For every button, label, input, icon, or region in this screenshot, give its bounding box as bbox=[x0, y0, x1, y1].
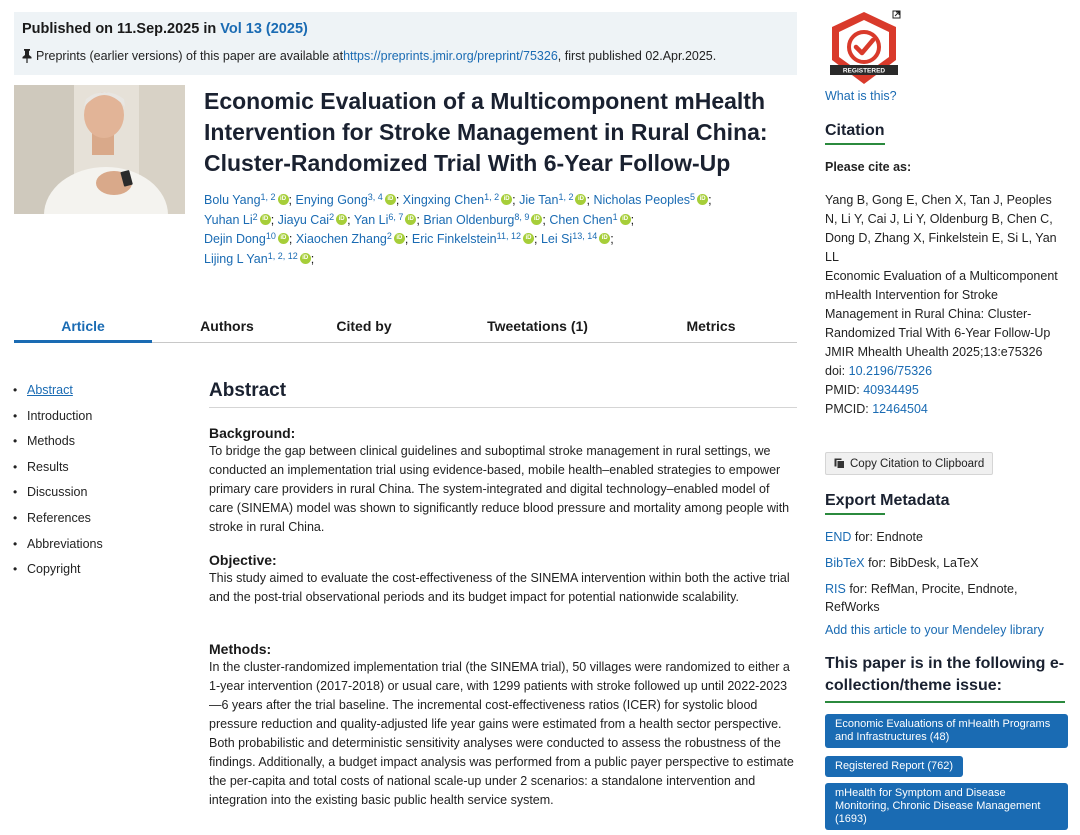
preprint-line bbox=[22, 49, 789, 63]
pmid-link[interactable]: 40934495 bbox=[863, 383, 919, 397]
toc-item-abbreviations[interactable] bbox=[13, 537, 103, 563]
tab-tweetations[interactable]: Tweetations (1) bbox=[487, 318, 588, 334]
article-title: Economic Evaluation of a Multicomponent mHealth Intervention for Stroke Management in Rural China: Cluster-Randomized Trial With 6-Year Follow-Up bbox=[204, 88, 768, 176]
article-tabs bbox=[14, 315, 797, 343]
what-is-this-link[interactable]: What is this? bbox=[825, 89, 897, 103]
author-item bbox=[423, 213, 546, 227]
author-item bbox=[204, 232, 292, 246]
author-name-link[interactable]: Chen Chen bbox=[549, 212, 613, 227]
background-text: To bridge the gap between clinical guidelines and suboptimal stroke management in rural settings, we conducted an implementation trial using evidence-based, mobile health–enabled strategies to empower primary care providers in rural China. The system-integrated and digital technology–enabled model of care (SINEMA) model was shown to significantly reduce blood pressure and mortality among people with stroke in rural China. bbox=[209, 444, 790, 534]
author-separator: ; bbox=[586, 193, 590, 207]
citation-doi bbox=[825, 362, 1065, 381]
export-end-row bbox=[825, 528, 1065, 546]
bullet: • bbox=[13, 383, 18, 397]
toc-label: Abstract bbox=[27, 383, 73, 397]
bullet: • bbox=[13, 459, 18, 474]
author-separator: ; bbox=[395, 193, 400, 207]
bullet: • bbox=[13, 562, 18, 577]
author-item bbox=[296, 193, 400, 207]
orcid-icon[interactable]: iD bbox=[575, 194, 586, 205]
mendeley-link[interactable]: Add this article to your Mendeley library bbox=[825, 623, 1044, 637]
registered-report-badge[interactable] bbox=[826, 10, 902, 86]
orcid-icon[interactable]: iD bbox=[531, 214, 542, 225]
export-metadata-heading: Export Metadata bbox=[825, 492, 949, 512]
bullet: • bbox=[13, 408, 18, 423]
tab-authors[interactable]: Authors bbox=[200, 318, 254, 334]
doi-label: doi: bbox=[825, 364, 849, 378]
author-name-link[interactable]: Yan Li bbox=[353, 212, 389, 227]
abstract-heading: Abstract bbox=[209, 380, 797, 408]
copy-citation-label: Copy Citation to Clipboard bbox=[850, 457, 985, 470]
author-separator: ; bbox=[270, 212, 275, 227]
author-affiliation: 6, 7 bbox=[388, 211, 404, 222]
export-ris-desc: for: RefMan, Procite, Endnote, RefWorks bbox=[825, 582, 1018, 614]
pin-icon bbox=[22, 49, 32, 63]
author-affiliation: 1, 2 bbox=[260, 192, 276, 202]
author-name-link[interactable]: Enying Gong bbox=[295, 193, 368, 207]
author-name-link[interactable]: Dejin Dong bbox=[204, 232, 266, 246]
author-separator: ; bbox=[610, 232, 614, 246]
background-heading: Background: bbox=[209, 425, 296, 441]
copy-citation-button[interactable] bbox=[825, 452, 993, 475]
citation-pmcid bbox=[825, 400, 1065, 419]
author-affiliation: 5 bbox=[690, 192, 696, 202]
background-section bbox=[209, 425, 797, 537]
orcid-icon[interactable]: iD bbox=[697, 194, 708, 205]
bullet: • bbox=[13, 510, 18, 525]
table-of-contents bbox=[13, 383, 103, 588]
pmcid-label: PMCID: bbox=[825, 402, 873, 416]
pmid-label: PMID: bbox=[825, 383, 864, 397]
tab-metrics[interactable]: Metrics bbox=[686, 318, 736, 334]
toc-item-methods[interactable] bbox=[13, 434, 103, 460]
toc-label: Methods bbox=[27, 434, 75, 449]
export-ris-link[interactable]: RIS bbox=[825, 582, 846, 596]
objective-section bbox=[209, 552, 797, 607]
published-line bbox=[22, 21, 789, 37]
orcid-icon[interactable]: iD bbox=[620, 214, 631, 225]
author-separator: ; bbox=[404, 232, 409, 246]
bullet: • bbox=[13, 536, 18, 551]
author-affiliation: 10 bbox=[265, 231, 276, 241]
collection-mhealth-symptom-monitoring[interactable]: mHealth for Symptom and Disease Monitoring, Chronic Disease Management (1693) bbox=[825, 783, 1068, 830]
orcid-icon[interactable]: iD bbox=[394, 233, 405, 244]
toc-item-discussion[interactable] bbox=[13, 485, 103, 511]
author-separator: ; bbox=[512, 193, 516, 207]
author-list bbox=[204, 191, 794, 269]
preprint-text: Preprints (earlier versions) of this paper are available at bbox=[36, 49, 344, 63]
orcid-icon[interactable]: iD bbox=[501, 194, 512, 205]
orcid-icon[interactable]: iD bbox=[523, 233, 534, 244]
author-name-link[interactable]: Yuhan Li bbox=[204, 212, 253, 227]
orcid-icon[interactable]: iD bbox=[385, 194, 396, 205]
author-affiliation: 1 bbox=[612, 211, 618, 222]
author-item bbox=[593, 193, 711, 207]
author-affiliation: 13, 14 bbox=[572, 231, 598, 241]
orcid-icon[interactable]: iD bbox=[278, 233, 289, 244]
preprint-date-text: , first published 02.Apr.2025. bbox=[557, 49, 717, 63]
toc-item-introduction[interactable] bbox=[13, 409, 103, 435]
orcid-icon[interactable]: iD bbox=[405, 214, 416, 225]
author-name-link[interactable]: Bolu Yang bbox=[204, 193, 261, 207]
bullet: • bbox=[13, 485, 18, 500]
published-date-text: Published on 11.Sep.2025 in bbox=[22, 21, 221, 37]
export-ris-row bbox=[825, 580, 1065, 616]
author-separator: ; bbox=[708, 193, 712, 207]
orcid-icon[interactable]: iD bbox=[599, 233, 610, 244]
badge-label: REGISTERED bbox=[842, 67, 886, 75]
orcid-icon[interactable]: iD bbox=[300, 253, 311, 264]
export-bibtex-link[interactable]: BibTeX bbox=[825, 556, 865, 570]
author-name-link[interactable]: Lijing L Yan bbox=[204, 251, 268, 266]
pmcid-link[interactable]: 12464504 bbox=[872, 402, 928, 416]
author-affiliation: 2 bbox=[386, 231, 392, 241]
author-affiliation: 8, 9 bbox=[514, 211, 530, 222]
collection-economic-evaluations[interactable]: Economic Evaluations of mHealth Programs and Infrastructures (48) bbox=[825, 714, 1068, 748]
citation-title: Economic Evaluation of a Multicomponent mHealth Intervention for Stroke Management in Rural China: Cluster-Randomized Trial With 6-Year Follow-Up bbox=[825, 269, 1058, 340]
volume-link[interactable]: Vol 13 (2025) bbox=[220, 21, 308, 37]
toc-label: Discussion bbox=[27, 485, 88, 500]
author-separator: ; bbox=[542, 212, 546, 227]
toc-label: References bbox=[27, 510, 91, 525]
toc-label: Copyright bbox=[27, 562, 81, 577]
author-affiliation: 1, 2 bbox=[484, 192, 500, 202]
citation-authors: Yang B, Gong E, Chen X, Tan J, Peoples N, Li Y, Cai J, Li Y, Oldenburg B, Chen C, Dong D, Zhang X, Finkelstein E, Si L, Yan LL bbox=[825, 193, 1057, 264]
methods-section bbox=[209, 641, 797, 810]
toc-item-results[interactable] bbox=[13, 460, 103, 486]
author-item bbox=[204, 193, 292, 207]
author-separator: ; bbox=[347, 212, 351, 227]
toc-item-copyright[interactable] bbox=[13, 562, 103, 588]
export-end-desc: for: Endnote bbox=[851, 530, 923, 544]
tab-article[interactable]: Article bbox=[14, 315, 152, 343]
export-bibtex-row bbox=[825, 554, 1065, 572]
collection-registered-report[interactable]: Registered Report (762) bbox=[825, 756, 963, 777]
bullet: • bbox=[13, 434, 18, 449]
methods-text: In the cluster-randomized implementation trial (the SINEMA trial), 50 villages were randomized to either a 1-year intervention (2017-2018) or usual care, with 1299 patients with stroke followed up until 2022-2023—6 years after the trial baseline. The incremental cost-effectiveness ratios (ICER) for systolic blood pressure reduction and quality-adjusted life year gains were estimated from a health sector perspective. Both probabilistic and deterministic sensitivity analyses were conducted to assess the robustness of the findings. Additionally, a budget impact analysis was performed from a public payer perspective to estimate the per-capita and total costs of national scale-up under 2 scenarios: a standalone intervention and integration into the existing basic public health service system. bbox=[209, 660, 794, 807]
toc-label: Abbreviations bbox=[27, 536, 103, 551]
author-affiliation: 11, 12 bbox=[496, 231, 521, 241]
author-affiliation: 3, 4 bbox=[367, 192, 383, 202]
author-affiliation: 1, 2 bbox=[558, 192, 574, 202]
author-name-link[interactable]: Jiayu Cai bbox=[277, 212, 330, 227]
export-bibtex-desc: for: BibDesk, LaTeX bbox=[864, 556, 979, 570]
author-separator: ; bbox=[288, 193, 293, 207]
author-affiliation: 1, 2, 12 bbox=[267, 250, 298, 261]
citation-heading: Citation bbox=[825, 122, 885, 142]
please-cite-label: Please cite as: bbox=[825, 160, 912, 174]
author-separator: ; bbox=[630, 212, 635, 227]
author-name-link[interactable]: Lei Si bbox=[540, 232, 573, 246]
toc-label: Introduction bbox=[27, 408, 93, 423]
toc-item-abstract[interactable] bbox=[13, 383, 103, 409]
author-item bbox=[354, 213, 420, 227]
citation-journal: JMIR Mhealth Uhealth 2025;13:e75326 bbox=[825, 345, 1043, 359]
author-item bbox=[519, 193, 590, 207]
author-name-link[interactable]: Xiaochen Zhang bbox=[295, 232, 387, 246]
tab-cited-by[interactable]: Cited by bbox=[336, 318, 392, 334]
author-name-link[interactable]: Xingxing Chen bbox=[402, 193, 485, 207]
author-name-link[interactable]: Jie Tan bbox=[519, 193, 559, 207]
toc-label: Results bbox=[27, 459, 69, 474]
author-separator: ; bbox=[310, 251, 315, 266]
copy-icon bbox=[834, 458, 845, 469]
author-item bbox=[204, 252, 314, 266]
author-name-link[interactable]: Eric Finkelstein bbox=[411, 232, 497, 246]
author-separator: ; bbox=[416, 212, 420, 227]
article-thumbnail-image bbox=[14, 85, 185, 214]
author-separator: ; bbox=[533, 232, 538, 246]
preprint-link[interactable]: https://preprints.jmir.org/preprint/75326 bbox=[343, 49, 558, 63]
export-end-link[interactable]: END bbox=[825, 530, 852, 544]
author-name-link[interactable]: Nicholas Peoples bbox=[593, 193, 691, 207]
citation-text bbox=[825, 191, 1065, 419]
objective-heading: Objective: bbox=[209, 552, 277, 568]
author-item bbox=[296, 232, 409, 246]
methods-heading: Methods: bbox=[209, 641, 272, 657]
orcid-icon[interactable]: iD bbox=[260, 214, 271, 225]
objective-text: This study aimed to evaluate the cost-effectiveness of the SINEMA intervention within both the active trial and the post-trial observational periods and its budget impact for potential nationwide scalability. bbox=[209, 571, 790, 604]
collection-heading: This paper is in the following e-collection/theme issue: bbox=[825, 653, 1065, 703]
toc-item-references[interactable] bbox=[13, 511, 103, 537]
author-separator: ; bbox=[288, 232, 293, 246]
orcid-icon[interactable]: iD bbox=[278, 194, 289, 205]
orcid-icon[interactable]: iD bbox=[336, 214, 347, 225]
author-item bbox=[412, 232, 538, 246]
author-item bbox=[541, 232, 614, 246]
author-item bbox=[549, 213, 634, 227]
author-item bbox=[204, 213, 274, 227]
author-affiliation: 2 bbox=[329, 211, 335, 222]
author-item bbox=[403, 193, 516, 207]
citation-pmid bbox=[825, 381, 1065, 400]
publication-banner bbox=[14, 12, 797, 75]
doi-link[interactable]: 10.2196/75326 bbox=[848, 364, 933, 378]
author-item bbox=[278, 213, 351, 227]
author-name-link[interactable]: Brian Oldenburg bbox=[423, 212, 515, 227]
author-affiliation: 2 bbox=[252, 211, 258, 222]
